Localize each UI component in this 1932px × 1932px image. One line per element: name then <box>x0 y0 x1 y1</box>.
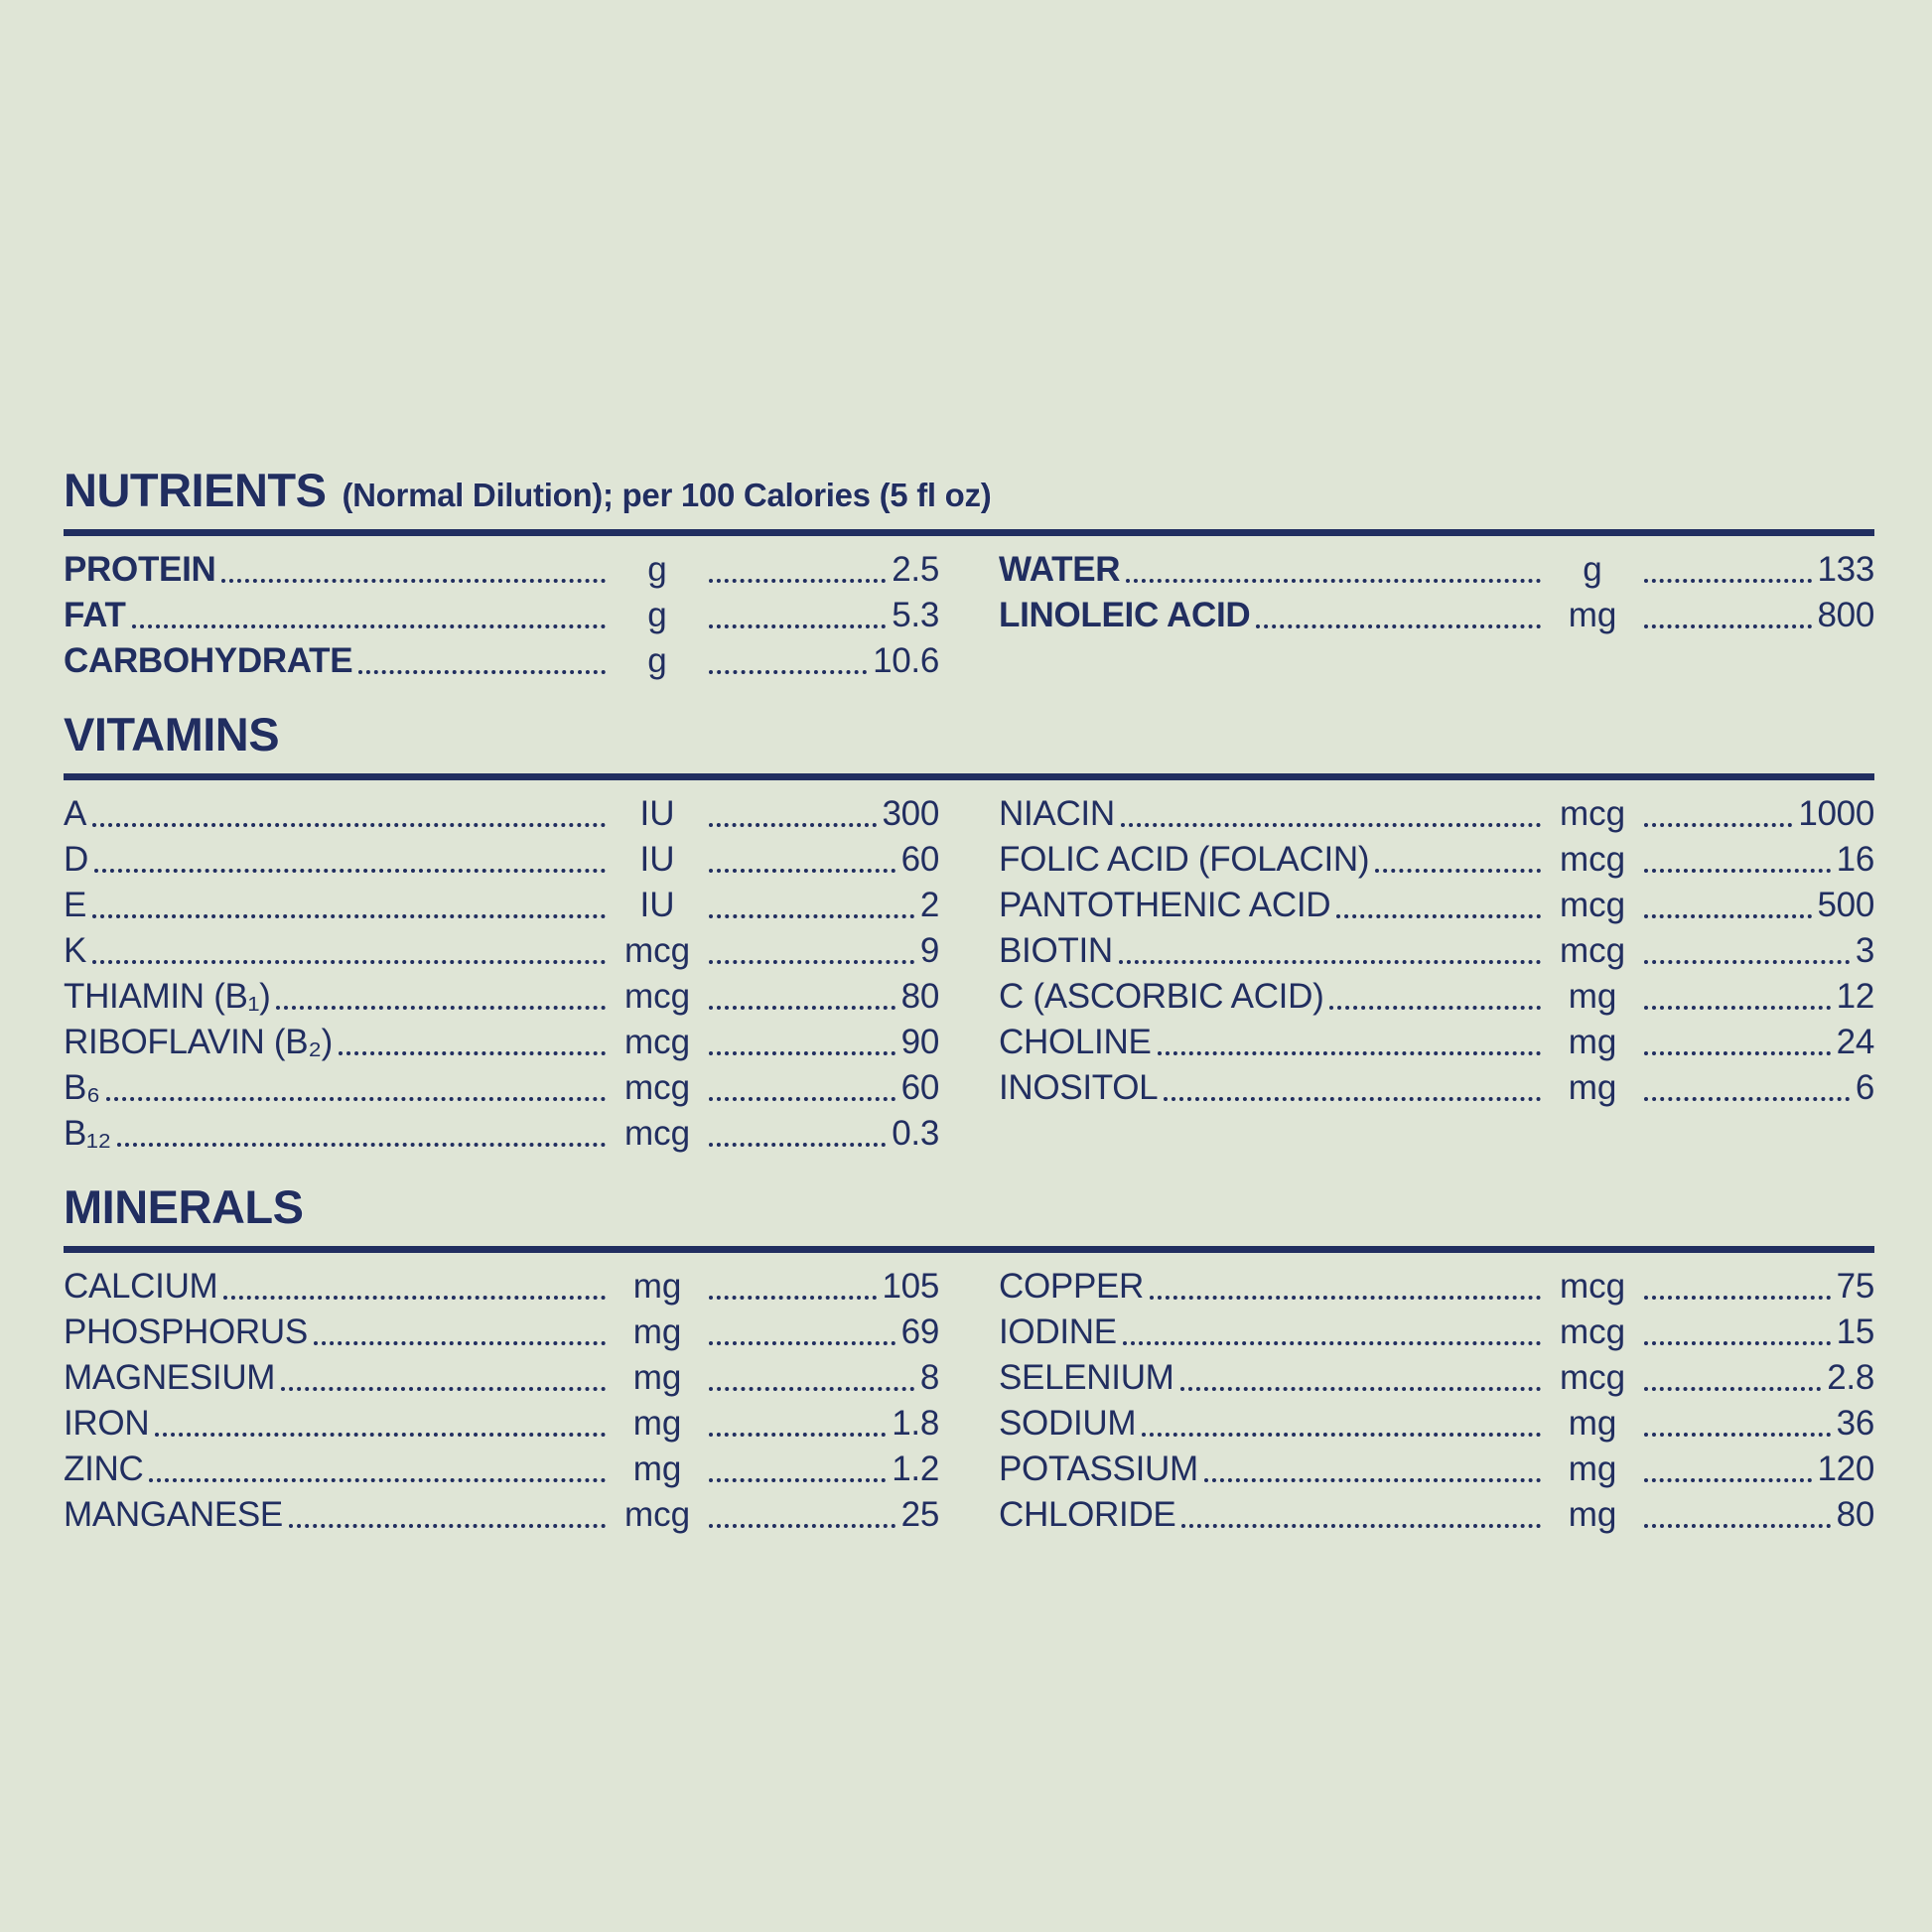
nutrient-value-group <box>1638 979 1874 1019</box>
nutrient-unit: IU <box>639 886 675 925</box>
nutrient-value: 2 <box>919 886 939 925</box>
dot-leader <box>1329 1006 1541 1010</box>
nutrient-value: 1.2 <box>892 1449 939 1489</box>
section-nutrients-header <box>64 463 1874 517</box>
minerals-left-column <box>64 1263 939 1537</box>
nutrient-name: INOSITOL <box>999 1068 1159 1108</box>
nutrient-value-group <box>703 1070 939 1110</box>
nutrient-value: 1.8 <box>892 1404 939 1444</box>
nutrient-unit: mcg <box>1559 886 1626 925</box>
nutrient-row <box>999 1263 1874 1309</box>
dot-leader <box>149 1478 606 1482</box>
nutrient-unit: mcg <box>1559 794 1626 834</box>
nutrient-unit: mg <box>1568 977 1617 1017</box>
nutrient-name: BIOTIN <box>999 931 1113 971</box>
nutrient-value: 3 <box>1855 931 1874 971</box>
dot-leader <box>709 624 886 628</box>
nutrient-value-group <box>1638 1406 1874 1446</box>
nutrient-value: 15 <box>1836 1312 1874 1352</box>
dot-leader <box>1644 1051 1831 1055</box>
nutrient-value-group <box>1638 598 1874 637</box>
section-columns <box>64 790 1874 1156</box>
nutrient-value: 800 <box>1817 596 1874 635</box>
section-divider <box>64 529 1874 536</box>
nutrient-value-group <box>703 1406 939 1446</box>
nutrient-name: RIBOFLAVIN (B₂) <box>64 1023 333 1062</box>
nutrient-value: 60 <box>900 1068 939 1108</box>
nutrient-row <box>999 1064 1874 1110</box>
nutrient-unit: mg <box>1568 1495 1617 1535</box>
dot-leader <box>1150 1296 1541 1300</box>
dot-leader <box>1164 1097 1541 1101</box>
nutrient-name: CHOLINE <box>999 1023 1152 1062</box>
nutrient-value: 9 <box>919 931 939 971</box>
nutrient-name: POTASSIUM <box>999 1449 1198 1489</box>
nutrient-row <box>64 836 939 882</box>
nutrient-row <box>64 1263 939 1309</box>
nutrient-row <box>999 1019 1874 1064</box>
dot-leader <box>358 670 606 674</box>
nutrient-row <box>999 836 1874 882</box>
dot-leader <box>289 1524 606 1528</box>
nutrient-value: 2.8 <box>1827 1358 1874 1398</box>
dot-leader <box>709 914 914 918</box>
dot-leader <box>339 1051 606 1055</box>
section-vitamins <box>64 707 1874 1156</box>
section-title: NUTRIENTS <box>64 464 327 516</box>
dot-leader <box>1644 914 1812 918</box>
nutrient-name: D <box>64 840 88 880</box>
dot-leader <box>1121 823 1541 827</box>
nutrient-name: LINOLEIC ACID <box>999 596 1251 635</box>
nutrient-value-group <box>1638 1497 1874 1537</box>
nutrient-name: CARBOHYDRATE <box>64 641 353 681</box>
dot-leader <box>1119 960 1541 964</box>
dot-leader <box>1123 1341 1541 1345</box>
nutrient-row <box>999 882 1874 927</box>
nutrient-value: 6 <box>1855 1068 1874 1108</box>
nutrient-name: FAT <box>64 596 126 635</box>
nutrient-unit: mg <box>632 1358 682 1398</box>
dot-leader <box>709 1341 896 1345</box>
nutrient-value-group <box>1638 1314 1874 1354</box>
nutrient-row <box>64 973 939 1019</box>
dot-leader <box>314 1341 606 1345</box>
dot-leader <box>1204 1478 1541 1482</box>
section-title: MINERALS <box>64 1180 304 1233</box>
dot-leader <box>709 579 886 583</box>
nutrient-value: 5.3 <box>892 596 939 635</box>
nutrient-value: 80 <box>900 977 939 1017</box>
nutrient-value: 1000 <box>1798 794 1874 834</box>
nutrient-row <box>999 592 1874 637</box>
nutrient-row <box>64 882 939 927</box>
nutrient-unit: mcg <box>1559 931 1626 971</box>
section-vitamins-header <box>64 707 1874 761</box>
nutrient-value: 69 <box>900 1312 939 1352</box>
nutrient-name: COPPER <box>999 1267 1145 1307</box>
nutrient-row <box>999 973 1874 1019</box>
dot-leader <box>709 1296 877 1300</box>
dot-leader <box>1375 869 1541 873</box>
nutrient-value-group <box>1638 552 1874 592</box>
nutrient-unit: mcg <box>1559 1267 1626 1307</box>
nutrient-value-group <box>703 842 939 882</box>
nutrient-value: 2.5 <box>892 550 939 590</box>
nutrient-unit: mcg <box>1559 840 1626 880</box>
section-title: VITAMINS <box>64 708 280 760</box>
nutrient-unit: mcg <box>1559 1358 1626 1398</box>
nutrient-unit: IU <box>639 794 675 834</box>
dot-leader <box>709 1051 896 1055</box>
nutrient-row <box>64 546 939 592</box>
dot-leader <box>1644 960 1850 964</box>
nutrient-value-group <box>703 796 939 836</box>
nutrient-value: 75 <box>1836 1267 1874 1307</box>
dot-leader <box>709 1006 896 1010</box>
nutrient-value: 90 <box>900 1023 939 1062</box>
dot-leader <box>221 579 606 583</box>
nutrient-value-group <box>703 1116 939 1156</box>
dot-leader <box>1126 579 1541 583</box>
nutrient-name: THIAMIN (B₁) <box>64 977 271 1017</box>
dot-leader <box>1256 624 1541 628</box>
nutrient-unit: mcg <box>623 1068 691 1108</box>
nutrient-row <box>64 1400 939 1446</box>
dot-leader <box>92 960 606 964</box>
dot-leader <box>1644 869 1831 873</box>
nutrient-row <box>64 1019 939 1064</box>
nutrient-value-group <box>1638 888 1874 927</box>
nutrient-name: WATER <box>999 550 1121 590</box>
nutrient-name: B₆ <box>64 1068 100 1108</box>
dot-leader <box>117 1143 606 1147</box>
nutrient-value: 10.6 <box>873 641 939 681</box>
nutrient-value-group <box>703 598 939 637</box>
dot-leader <box>92 823 606 827</box>
nutrient-row <box>999 927 1874 973</box>
nutrient-unit: mcg <box>623 931 691 971</box>
dot-leader <box>223 1296 606 1300</box>
dot-leader <box>276 1006 606 1010</box>
nutrient-value: 300 <box>882 794 939 834</box>
nutrient-row <box>64 1309 939 1354</box>
nutrient-value-group <box>703 1497 939 1537</box>
dot-leader <box>1644 1296 1831 1300</box>
dot-leader <box>709 670 867 674</box>
nutrient-unit: g <box>647 596 667 635</box>
nutrient-unit: mg <box>1568 1449 1617 1489</box>
nutrient-name: CALCIUM <box>64 1267 218 1307</box>
nutrient-row <box>64 1110 939 1156</box>
nutrient-name: K <box>64 931 87 971</box>
nutrient-unit: mg <box>632 1312 682 1352</box>
dot-leader <box>1158 1051 1542 1055</box>
dot-leader <box>709 1433 886 1437</box>
dot-leader <box>155 1433 606 1437</box>
nutrient-name: PHOSPHORUS <box>64 1312 308 1352</box>
nutrient-unit: mcg <box>623 1495 691 1535</box>
nutrient-value-group <box>1638 1451 1874 1491</box>
nutrient-row <box>999 1400 1874 1446</box>
nutrient-unit: mg <box>632 1267 682 1307</box>
nutrient-value: 0.3 <box>892 1114 939 1154</box>
nutrient-value-group <box>1638 1269 1874 1309</box>
nutrient-value-group <box>1638 933 1874 973</box>
nutrient-value: 500 <box>1817 886 1874 925</box>
dot-leader <box>1644 1387 1821 1391</box>
nutrient-row <box>64 592 939 637</box>
nutrients-right-column <box>999 546 1874 683</box>
dot-leader <box>94 869 606 873</box>
nutrient-row <box>64 1354 939 1400</box>
dot-leader <box>1181 1524 1541 1528</box>
nutrient-name: CHLORIDE <box>999 1495 1176 1535</box>
dot-leader <box>132 624 606 628</box>
nutrient-row <box>999 1491 1874 1537</box>
dot-leader <box>709 1097 896 1101</box>
dot-leader <box>106 1097 606 1101</box>
nutrient-name: E <box>64 886 87 925</box>
nutrient-unit: mcg <box>623 1023 691 1062</box>
nutrient-value-group <box>703 552 939 592</box>
nutrient-row <box>64 1446 939 1491</box>
nutrient-unit: mg <box>632 1404 682 1444</box>
nutrient-value-group <box>1638 1025 1874 1064</box>
section-nutrients <box>64 463 1874 683</box>
nutrient-unit: mg <box>1568 1023 1617 1062</box>
nutrient-value-group <box>703 888 939 927</box>
nutrient-value: 105 <box>882 1267 939 1307</box>
nutrient-name: A <box>64 794 87 834</box>
nutrient-name: SODIUM <box>999 1404 1137 1444</box>
nutrient-unit: mcg <box>1559 1312 1626 1352</box>
nutrient-unit: mg <box>1568 596 1617 635</box>
nutrient-row <box>64 1491 939 1537</box>
section-columns <box>64 546 1874 683</box>
nutrient-value-group <box>1638 1360 1874 1400</box>
nutrient-value: 36 <box>1836 1404 1874 1444</box>
section-columns <box>64 1263 1874 1537</box>
dot-leader <box>709 1387 914 1391</box>
minerals-right-column <box>999 1263 1874 1537</box>
dot-leader <box>709 1143 886 1147</box>
nutrient-value-group <box>703 1269 939 1309</box>
nutrient-name: IODINE <box>999 1312 1117 1352</box>
vitamins-left-column <box>64 790 939 1156</box>
dot-leader <box>281 1387 606 1391</box>
nutrient-value: 120 <box>1817 1449 1874 1489</box>
dot-leader <box>709 823 877 827</box>
nutrient-row <box>999 790 1874 836</box>
section-minerals <box>64 1179 1874 1537</box>
dot-leader <box>1644 579 1812 583</box>
nutrient-name: SELENIUM <box>999 1358 1174 1398</box>
dot-leader <box>1142 1433 1541 1437</box>
nutrient-value: 12 <box>1836 977 1874 1017</box>
nutrient-value-group <box>703 933 939 973</box>
vitamins-right-column <box>999 790 1874 1156</box>
dot-leader <box>92 914 606 918</box>
nutrient-name: FOLIC ACID (FOLACIN) <box>999 840 1370 880</box>
section-divider <box>64 773 1874 780</box>
nutrient-unit: g <box>1583 550 1602 590</box>
section-subtitle: (Normal Dilution); per 100 Calories (5 fl oz) <box>342 477 992 513</box>
nutrient-name: MAGNESIUM <box>64 1358 276 1398</box>
nutrient-row <box>999 1309 1874 1354</box>
nutrient-name: IRON <box>64 1404 150 1444</box>
nutrient-value-group <box>703 643 939 683</box>
nutrient-name: C (ASCORBIC ACID) <box>999 977 1324 1017</box>
dot-leader <box>1644 1524 1831 1528</box>
nutrient-row <box>64 1064 939 1110</box>
section-minerals-header <box>64 1179 1874 1234</box>
dot-leader <box>1644 1341 1831 1345</box>
dot-leader <box>709 1478 886 1482</box>
nutrient-name: MANGANESE <box>64 1495 283 1535</box>
nutrient-unit: mg <box>1568 1068 1617 1108</box>
nutrient-name: PANTOTHENIC ACID <box>999 886 1331 925</box>
nutrient-unit: mcg <box>623 1114 691 1154</box>
nutrients-left-column <box>64 546 939 683</box>
dot-leader <box>709 960 914 964</box>
nutrient-value: 24 <box>1836 1023 1874 1062</box>
dot-leader <box>1644 624 1812 628</box>
nutrient-value-group <box>703 1451 939 1491</box>
nutrient-row <box>64 927 939 973</box>
nutrient-value-group <box>703 1025 939 1064</box>
nutrient-name: ZINC <box>64 1449 144 1489</box>
nutrient-value-group <box>703 979 939 1019</box>
nutrient-row <box>999 1354 1874 1400</box>
nutrient-value: 8 <box>919 1358 939 1398</box>
nutrient-value: 60 <box>900 840 939 880</box>
dot-leader <box>709 869 896 873</box>
dot-leader <box>1336 914 1541 918</box>
nutrient-unit: mg <box>632 1449 682 1489</box>
nutrient-unit: g <box>647 641 667 681</box>
nutrient-value: 16 <box>1836 840 1874 880</box>
dot-leader <box>1644 1097 1850 1101</box>
nutrient-row <box>64 790 939 836</box>
dot-leader <box>709 1524 896 1528</box>
dot-leader <box>1644 1478 1812 1482</box>
nutrient-row <box>999 1446 1874 1491</box>
nutrient-row <box>64 637 939 683</box>
nutrient-value: 133 <box>1817 550 1874 590</box>
nutrient-unit: mg <box>1568 1404 1617 1444</box>
nutrient-value-group <box>1638 796 1874 836</box>
section-divider <box>64 1246 1874 1253</box>
nutrient-unit: mcg <box>623 977 691 1017</box>
nutrient-unit: IU <box>639 840 675 880</box>
dot-leader <box>1644 1006 1831 1010</box>
nutrient-row <box>999 546 1874 592</box>
nutrient-name: PROTEIN <box>64 550 216 590</box>
nutrient-unit: g <box>647 550 667 590</box>
nutrient-value-group <box>703 1314 939 1354</box>
nutrient-value-group <box>1638 842 1874 882</box>
dot-leader <box>1180 1387 1541 1391</box>
dot-leader <box>1644 823 1792 827</box>
nutrient-name: NIACIN <box>999 794 1115 834</box>
dot-leader <box>1644 1433 1831 1437</box>
nutrient-value-group <box>1638 1070 1874 1110</box>
nutrient-value-group <box>703 1360 939 1400</box>
nutrient-name: B₁₂ <box>64 1114 111 1154</box>
nutrient-value: 25 <box>900 1495 939 1535</box>
nutrient-value: 80 <box>1836 1495 1874 1535</box>
